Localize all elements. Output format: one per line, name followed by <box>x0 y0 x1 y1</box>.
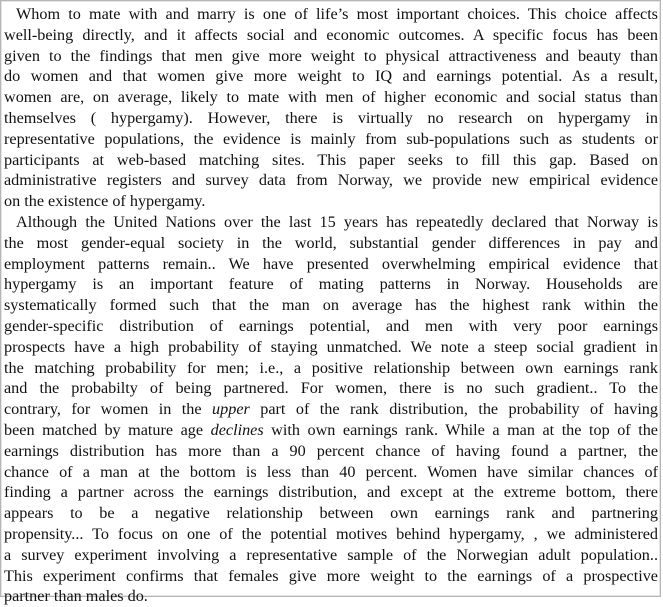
text-line: the most gender-equal society in the world, substantial gender differences in pay and <box>4 233 658 252</box>
text-line: and the probabilty of being partnered. For women, there is no such gradient.. To the <box>4 379 658 398</box>
text-line: This experiment confirms that females give more weight to the earnings of a prospective <box>4 566 658 585</box>
text-line: employment patterns remain.. We have presented overwhelming empirical evidence that <box>4 254 658 273</box>
text-line: themselves ( hypergamy). However, there is virtually no research on hypergamy in <box>4 108 658 127</box>
text-segment: been matched by mature age <box>4 420 211 439</box>
text-line: Although the United Nations over the last 15 years has repeatedly declared that Norway is <box>16 212 658 231</box>
text-line: earnings distribution has more than a 90 percent chance of having found a partner, the <box>4 441 658 460</box>
text-line: given to the findings that men give more weight to physical attractiveness and beauty than <box>4 46 658 65</box>
emphasis-text: declines <box>210 420 264 439</box>
text-line: partner than males do. <box>4 587 148 606</box>
document-body <box>4 4 658 607</box>
text-segment: contrary, for women in the <box>4 400 213 419</box>
text-line: participants at web-based matching sites. This paper seeks to fill this gap. Based on <box>4 150 658 169</box>
text-segment: with own earnings rank. While a man at the top of the <box>263 420 658 439</box>
text-segment: part of the rank distribution, the probability of having <box>249 400 658 419</box>
text-line: well-being directly, and it affects social and economic outcomes. A specific focus has been <box>4 25 658 44</box>
paragraph <box>4 212 658 607</box>
text-line: finding a partner across the earnings distribution, and except at the extreme bottom, there <box>4 483 658 502</box>
text-line: do women and that women give more weight to IQ and earnings potential. As a result, <box>4 67 658 86</box>
text-line: appears to be a negative relationship between own earnings rank and partnering <box>4 504 658 523</box>
text-line: hypergamy is an important feature of mating patterns in Norway. Households are <box>4 275 658 294</box>
text-line: representative populations, the evidence is mainly from sub-populations such as students or <box>4 129 658 148</box>
text-line: on the existence of hypergamy. <box>4 192 206 211</box>
text-line: a survey experiment involving a representative sample of the Norwegian adult population.. <box>4 545 658 564</box>
text-line: gender-specific distribution of earnings potential, and men with very poor earnings <box>4 316 658 335</box>
emphasis-text: upper <box>212 400 250 419</box>
text-line: prospects have a high probability of staying unmatched. We note a steep social gradient in <box>4 337 658 356</box>
text-line: systematically formed such that the man on average has the highest rank within the <box>4 296 658 315</box>
text-line: administrative registers and survey data from Norway, we provide new empirical evidence <box>4 171 658 190</box>
text-line: women are, on average, likely to mate with men of higher economic and social status than <box>4 88 658 107</box>
text-line <box>4 420 658 441</box>
text-line <box>4 399 658 420</box>
text-line: propensity... To focus on one of the potential motives behind hypergamy, , we administered <box>4 524 658 543</box>
text-line: Whom to mate with and marry is one of life’s most important choices. This choice affects <box>16 5 658 23</box>
text-line: the matching probability for men; i.e., a positive relationship between own earnings rank <box>4 358 658 377</box>
paragraph <box>4 4 658 212</box>
text-line: chance of a man at the bottom is less than 40 percent. Women have similar chances of <box>4 462 658 481</box>
